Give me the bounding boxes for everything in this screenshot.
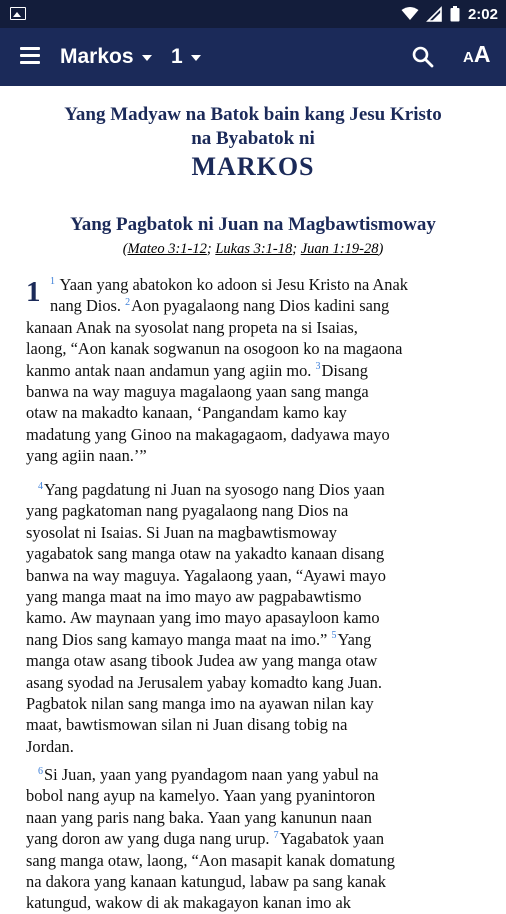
text-line: kamo. Aw maynaan yang imo mayo apasayloon kamo [26, 608, 380, 628]
paragraph-3 [26, 764, 486, 914]
text-line: syosolat ni Isaias. Si Juan na magbawtismoway [26, 522, 337, 542]
status-icons [401, 0, 498, 28]
ref-separator: ; [292, 241, 301, 257]
app-bar [0, 28, 506, 86]
section-heading: Yang Pagbatok ni Juan na Magbawtismoway [70, 214, 436, 235]
text-line [26, 764, 486, 785]
verse-text: Yagabatok yaan [279, 829, 385, 849]
text-line: Pagbatok nilan sang manga imo na ayawan nilan kay [26, 694, 374, 714]
search-icon[interactable] [412, 46, 434, 68]
book-title: MARKOS [191, 152, 315, 181]
verse-number[interactable]: 6 [38, 765, 43, 777]
text-line [26, 274, 486, 295]
verse-number[interactable]: 2 [125, 296, 131, 308]
text-line: otaw na makadto kanaan, ‘Pangandam kamo kay [26, 403, 347, 423]
text-line: maat, bawtismowan silan ni Juan disang tobig na [26, 715, 348, 735]
verse-number[interactable]: 4 [38, 480, 43, 492]
image-notification-icon [10, 7, 26, 20]
text-line: bobol nang ayup na kamelyo. Yaan yang pyanintoron [26, 786, 376, 806]
text-line: yang pagkatoman nang pyagalaong nang Dios na [26, 501, 349, 521]
book-heading-line-1: Yang Madyaw na Batok bain kang Jesu Kristo [64, 104, 442, 125]
text-line: manga otaw asang tibook Judea aw yang manga otaw [26, 651, 378, 671]
text-size-icon[interactable]: AA [463, 41, 491, 67]
text-line [26, 479, 486, 500]
text-line: na dakora yang kanaan katungud, labaw pa sang kanak [26, 872, 387, 892]
text-line: Jordan. [26, 736, 74, 756]
verse-text: Si Juan, yaan yang pyandagom naan yang yabul na [44, 765, 379, 784]
book-selector[interactable] [60, 42, 152, 72]
verse-text: kanmo antak naan andamun yang agiin mo. [26, 360, 312, 380]
verse-text: Yang [337, 629, 372, 649]
cross-ref-link-mateo[interactable]: Mateo 3:1-12 [127, 241, 207, 257]
text-line: yang agiin naan.’” [26, 446, 147, 466]
book-dropdown-caret-icon [142, 55, 152, 61]
verse-text: nang Dios sang kamayo manga maat na imo.” [26, 629, 328, 649]
cross-ref-link-juan[interactable]: Juan 1:19-28 [300, 241, 379, 257]
text-line: asang syodad na Jerusalem yabay komadto kang Juan. [26, 672, 382, 692]
text-line: kanaan Anak na syosolat nang propeta na si Isaias, [26, 317, 358, 337]
text-line: banwa na way maguya magalaong yaan sang manga [26, 382, 369, 402]
text-line: laong, “Aon kanak sogwanun na osogoon ko na magaona [26, 339, 403, 359]
verse-text: Aon pyagalaong nang Dios kadini sang [131, 296, 390, 316]
text-line [26, 360, 486, 381]
signal-icon [427, 7, 442, 22]
chapter-dropdown-caret-icon [191, 55, 201, 61]
chapter-number-label: 1 [171, 45, 183, 68]
chapter-selector[interactable] [171, 42, 201, 72]
status-time: 2:02 [467, 5, 498, 23]
verse-text: nang Dios. [50, 296, 122, 316]
text-line: yagabatok sang manga otaw na yakadto kanaan disang [26, 544, 385, 564]
text-line [26, 295, 486, 316]
cross-references [0, 241, 506, 258]
book-name: Markos [60, 45, 134, 68]
text-line [26, 629, 486, 650]
verse-text: yang doron aw yang duga nang urup. [26, 829, 270, 849]
cross-ref-link-lukas[interactable]: Lukas 3:1-18 [215, 241, 293, 257]
battery-icon [450, 6, 460, 22]
text-line: yang manga maat na imo mayo aw pagpabawtismo [26, 587, 362, 607]
paragraph-1 [26, 274, 486, 467]
verse-text: Yaan yang abatokon ko adoon si Jesu Kristo na Anak [59, 275, 408, 294]
ref-open-paren: ( [122, 241, 128, 257]
bible-text-view[interactable] [0, 86, 506, 913]
text-line: sang manga otaw, laong, “Aon masapit kanak domatung [26, 850, 395, 870]
text-line [26, 828, 486, 849]
verse-number[interactable]: 5 [331, 630, 337, 642]
wifi-icon [401, 7, 419, 21]
paragraph-2 [26, 479, 486, 757]
verse-text: Yang pagdatung ni Juan na syosogo nang Dios yaan [44, 480, 385, 499]
chapter-drop-number: 1 [26, 276, 41, 308]
book-heading-line-2: na Byabatok ni [191, 128, 315, 149]
text-line: naan yang paris nang baka. Yaan yang kanunun naan [26, 807, 372, 827]
verse-number[interactable]: 3 [315, 361, 321, 373]
hamburger-menu-icon[interactable] [20, 47, 40, 65]
verse-number[interactable]: 1 [50, 275, 55, 287]
text-line: madatung yang Ginoo na makagagaom, dadyawa mayo [26, 424, 390, 444]
text-line: katungud, wakow di ak makagayon kanan imo ak [26, 893, 351, 913]
verse-text: Disang [321, 360, 368, 380]
text-line: banwa na way maguya. Yagalaong yaan, “Ayawi mayo [26, 565, 386, 585]
verse-number[interactable]: 7 [273, 829, 279, 841]
ref-close-paren: ) [378, 241, 384, 257]
ref-separator: ; [206, 241, 216, 257]
status-bar [0, 0, 506, 28]
